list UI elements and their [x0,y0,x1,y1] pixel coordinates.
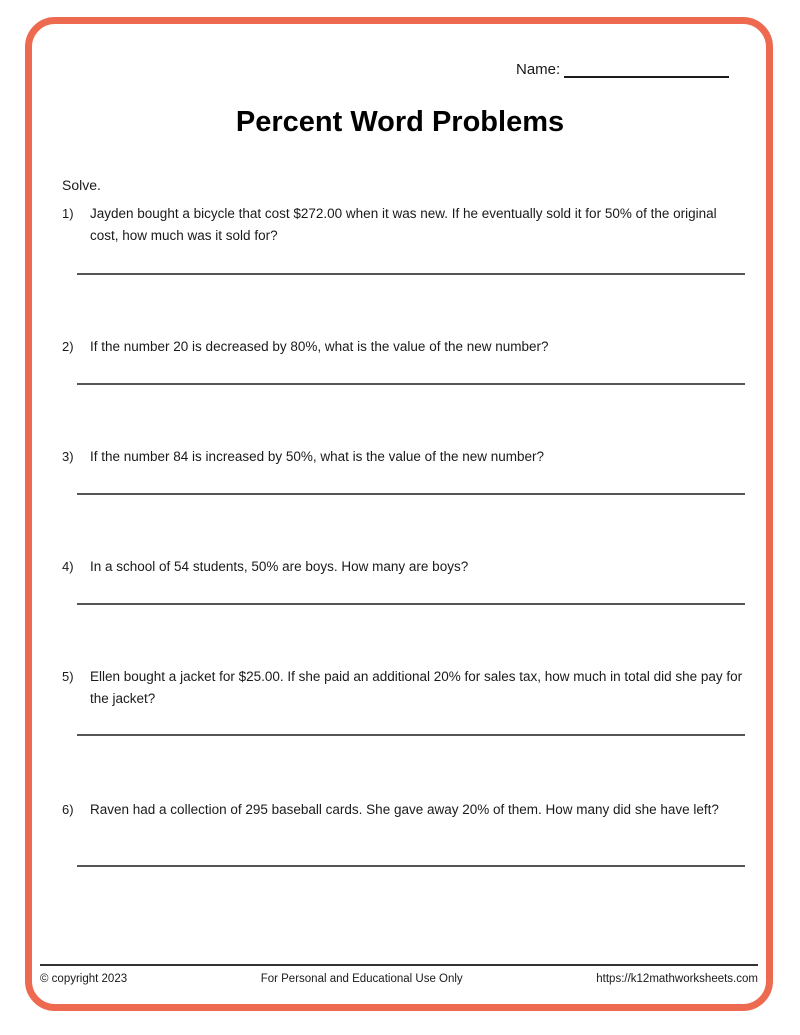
problem-item [62,446,747,468]
footer-divider [40,964,758,966]
problem-text: Raven had a collection of 295 baseball cards. She gave away 20% of them. How many did she have left? [90,802,719,817]
problem-number: 3) [62,449,74,464]
instruction-text: Solve. [62,177,101,193]
problem-text: If the number 84 is increased by 50%, what is the value of the new number? [90,449,545,464]
answer-line [77,493,745,495]
problem-number: 5) [62,669,74,684]
name-label: Name: [516,61,561,78]
problem-number: 1) [62,206,74,221]
problem-text: In a school of 54 students, 50% are boys. How many are boys? [90,559,469,574]
problem-item [62,556,747,578]
footer [40,973,758,985]
name-row [516,61,729,78]
problem-number: 6) [62,802,74,817]
problem-number: 4) [62,559,74,574]
footer-url: https://k12mathworksheets.com [596,973,758,985]
answer-line [77,383,745,385]
problem-number: 2) [62,339,74,354]
page-border [25,17,773,1011]
name-blank-line [564,62,729,78]
answer-line [77,603,745,605]
problem-item [62,203,747,246]
problem-item [62,799,747,821]
problem-item [62,336,747,358]
answer-line [77,734,745,736]
page-title: Percent Word Problems [235,106,565,138]
problem-text: If the number 20 is decreased by 80%, what is the value of the new number? [90,339,549,354]
problem-text: Ellen bought a jacket for $25.00. If she paid an additional 20% for sales tax, how much in total did she pay for the jacket? [90,669,743,706]
problem-item [62,666,747,709]
footer-copyright: © copyright 2023 [40,973,128,985]
answer-line [77,865,745,867]
answer-line [77,273,745,275]
footer-usage-note: For Personal and Educational Use Only [260,973,463,985]
problem-text: Jayden bought a bicycle that cost $272.00 when it was new. If he eventually sold it for 50% of the original cost, how much was it sold for? [90,206,717,243]
